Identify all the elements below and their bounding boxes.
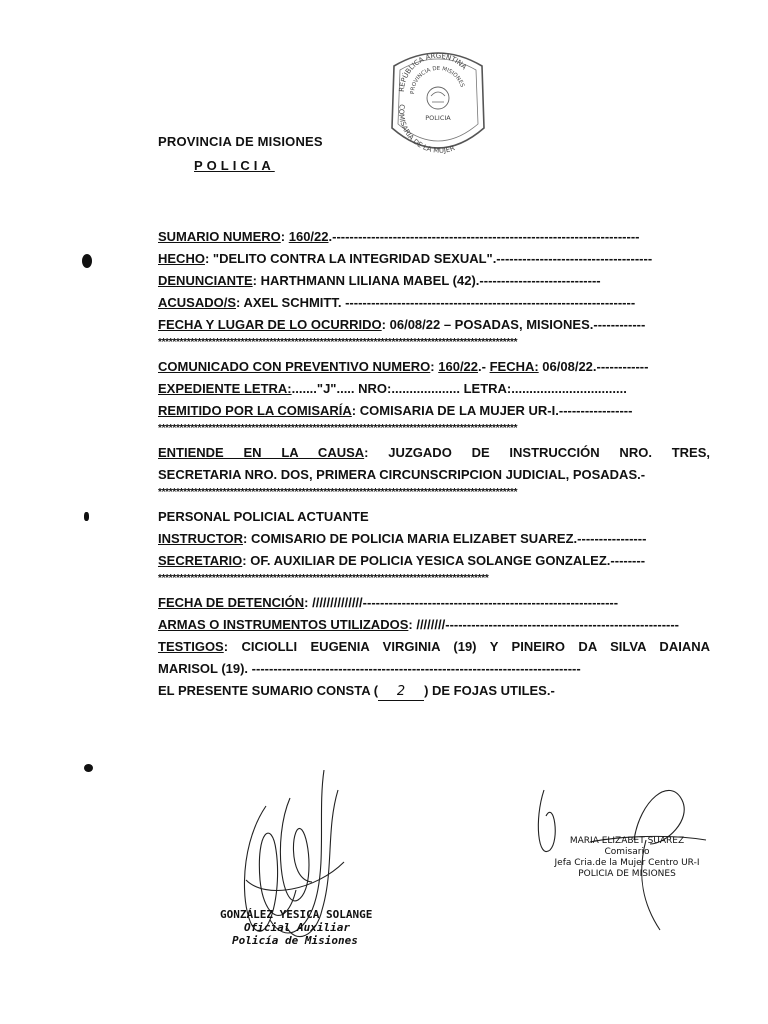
detencion-label: FECHA DE DETENCIÓN <box>158 595 305 610</box>
denunciante-line: DENUNCIANTE: HARTHMANN LILIANA MABEL (42).---------------------------- <box>158 273 601 288</box>
remitido-label: REMITIDO POR LA COMISARÍA <box>158 403 352 418</box>
hecho-label: HECHO <box>158 251 205 266</box>
testigos-tail: ---------------------------------------------------------------------------- <box>251 661 581 676</box>
scan-mark <box>82 254 92 268</box>
consta-suffix: ) DE FOJAS UTILES.- <box>424 683 555 698</box>
armas-label: ARMAS O INSTRUMENTOS UTILIZADOS <box>158 617 409 632</box>
stamp-gonzalez-name: GONZÁLEZ YESICA SOLANGE <box>220 908 373 921</box>
instructor-label: INSTRUCTOR <box>158 531 243 546</box>
seal-top-text: REPÚBLICA ARGENTINA <box>397 51 469 93</box>
comunicado-tail: ----------- <box>600 359 649 374</box>
secretario-value: OF. AUXILIAR DE POLICIA YESICA SOLANGE GONZALEZ.- <box>250 553 615 568</box>
separator-stars-3: **************************************************************************************************** <box>158 487 518 498</box>
acusado-label: ACUSADO/S <box>158 295 237 310</box>
testigos-line-1: TESTIGOS: CICIOLLI EUGENIA VIRGINIA (19) Y PINEIRO DA SILVA DAIANA <box>158 639 710 654</box>
sumario-label: SUMARIO NUMERO <box>158 229 281 244</box>
denunciante-value: HARTHMANN LILIANA MABEL (42).- <box>260 273 484 288</box>
comunicado-line: COMUNICADO CON PREVENTIVO NUMERO: 160/22.- FECHA: 06/08/22.------------ <box>158 359 649 374</box>
stamp-suarez-role: Jefa Cria.de la Mujer Centro UR-I <box>554 858 700 868</box>
fecha-lugar-line: FECHA Y LUGAR DE LO OCURRIDO: 06/08/22 – POSADAS, MISIONES.------------ <box>158 317 646 332</box>
armas-tail: ------------------------------------------------------ <box>445 617 680 632</box>
fecha-lugar-label: FECHA Y LUGAR DE LO OCURRIDO <box>158 317 382 332</box>
entiende-label: ENTIENDE EN LA CAUSA <box>158 445 365 460</box>
comunicado-label: COMUNICADO CON PREVENTIVO NUMERO <box>158 359 431 374</box>
acusado-line: ACUSADO/S: AXEL SCHMITT. ------------------------------------------------------------------- <box>158 295 636 310</box>
hecho-value: "DELITO CONTRA LA INTEGRIDAD SEXUAL".- <box>212 251 501 266</box>
testigos-label: TESTIGOS <box>158 639 224 654</box>
fecha-lugar-value: 06/08/22 – POSADAS, MISIONES.- <box>389 317 598 332</box>
separator-stars-2: **************************************************************************************************** <box>158 423 518 434</box>
separator-stars-1: **************************************************************************************************** <box>158 337 518 348</box>
comunicado-fecha-value: 06/08/22.- <box>538 359 601 374</box>
consta-line <box>158 680 710 702</box>
testigos-value-1: CICIOLLI EUGENIA VIRGINIA (19) Y PINEIRO DA SILVA DAIANA <box>241 639 710 654</box>
seal-bottom-text: COMISARIA DE LA MUJER <box>397 103 456 155</box>
fecha-lugar-tail: ----------- <box>597 317 646 332</box>
testigos-value-2: MARISOL (19). <box>158 661 252 676</box>
armas-value: //////// <box>416 617 446 632</box>
sumario-number: 160/22 <box>288 229 329 244</box>
stamp-suarez-rank: Comisario <box>604 847 650 857</box>
armas-line: ARMAS O INSTRUMENTOS UTILIZADOS: ////////------------------------------------------------------ <box>158 617 680 632</box>
consta-handwritten-value: 2 <box>378 684 424 701</box>
seal-inner-text: PROVINCIA DE MISIONES <box>409 65 465 95</box>
remitido-tail: ---------------- <box>563 403 633 418</box>
acusado-value: AXEL SCHMITT. <box>243 295 346 310</box>
stamp-suarez <box>552 836 702 880</box>
entiende-line-1: ENTIENDE EN LA CAUSA: JUZGADO DE INSTRUCCIÓN NRO. TRES, <box>158 445 710 460</box>
hecho-tail: ----------------------------------- <box>500 251 653 266</box>
detencion-line: FECHA DE DETENCIÓN: //////////////----------------------------------------------------------- <box>158 595 619 610</box>
comunicado-mid: .- <box>478 359 490 374</box>
denunciante-tail: --------------------------- <box>483 273 601 288</box>
secretario-tail: ------- <box>614 553 646 568</box>
testigos-line-2 <box>158 658 710 680</box>
instructor-line: INSTRUCTOR: COMISARIO DE POLICIA MARIA ELIZABET SUAREZ.---------------- <box>158 531 647 546</box>
detencion-tail: ----------------------------------------------------------- <box>362 595 619 610</box>
detencion-value: ////////////// <box>312 595 363 610</box>
expediente-text: ......."J"..... NRO:................... LETRA:................................ <box>291 381 627 396</box>
province-heading: PROVINCIA DE MISIONES <box>158 134 323 149</box>
stamp-suarez-name: MARIA ELIZABET SUAREZ <box>569 836 685 846</box>
comunicado-fecha-label: FECHA: <box>489 359 539 374</box>
acusado-tail: ------------------------------------------------------------------- <box>345 295 636 310</box>
stamp-gonzalez-rank: Oficial Auxiliar <box>244 921 350 934</box>
expediente-label: EXPEDIENTE LETRA: <box>158 381 292 396</box>
secretario-label: SECRETARIO <box>158 553 243 568</box>
instructor-tail: --------------- <box>581 531 647 546</box>
document-body <box>158 226 710 702</box>
police-seal <box>384 44 492 160</box>
svg-text:PROVINCIA DE MISIONES <box>410 66 465 94</box>
denunciante-label: DENUNCIANTE <box>158 273 253 288</box>
scan-mark <box>84 764 93 772</box>
stamp-gonzalez-org: Policía de Misiones <box>232 934 358 947</box>
stamp-gonzalez <box>220 908 380 947</box>
sumario-tail: .----------------------------------------------------------------------- <box>328 229 640 244</box>
scan-mark <box>84 512 89 521</box>
personal-title: PERSONAL POLICIAL ACTUANTE <box>158 509 369 524</box>
consta-prefix: EL PRESENTE SUMARIO CONSTA ( <box>158 683 379 698</box>
police-heading: POLICIA <box>194 158 275 173</box>
secretario-line: SECRETARIO: OF. AUXILIAR DE POLICIA YESICA SOLANGE GONZALEZ.-------- <box>158 553 646 568</box>
seal-center-text: POLICIA <box>425 114 451 122</box>
svg-text:COMISARIA DE LA MUJER <box>397 104 456 155</box>
separator-stars-4: ******************************************************************************************** <box>158 573 489 584</box>
sumario-line: SUMARIO NUMERO: 160/22.----------------------------------------------------------------------- <box>158 229 640 244</box>
entiende-line-2: SECRETARIA NRO. DOS, PRIMERA CIRCUNSCRIPCION JUDICIAL, POSADAS.- <box>158 467 646 482</box>
remitido-line: REMITIDO POR LA COMISARÍA: COMISARIA DE LA MUJER UR-I.----------------- <box>158 403 633 418</box>
expediente-line <box>158 378 710 400</box>
remitido-value: COMISARIA DE LA MUJER UR-I.- <box>359 403 564 418</box>
hecho-line: HECHO: "DELITO CONTRA LA INTEGRIDAD SEXUAL".------------------------------------ <box>158 251 653 266</box>
stamp-suarez-org: POLICIA DE MISIONES <box>578 869 676 879</box>
comunicado-number: 160/22 <box>438 359 479 374</box>
instructor-value: COMISARIO DE POLICIA MARIA ELIZABET SUAREZ.- <box>250 531 582 546</box>
entiende-value-1: JUZGADO DE INSTRUCCIÓN NRO. TRES, <box>388 445 710 460</box>
